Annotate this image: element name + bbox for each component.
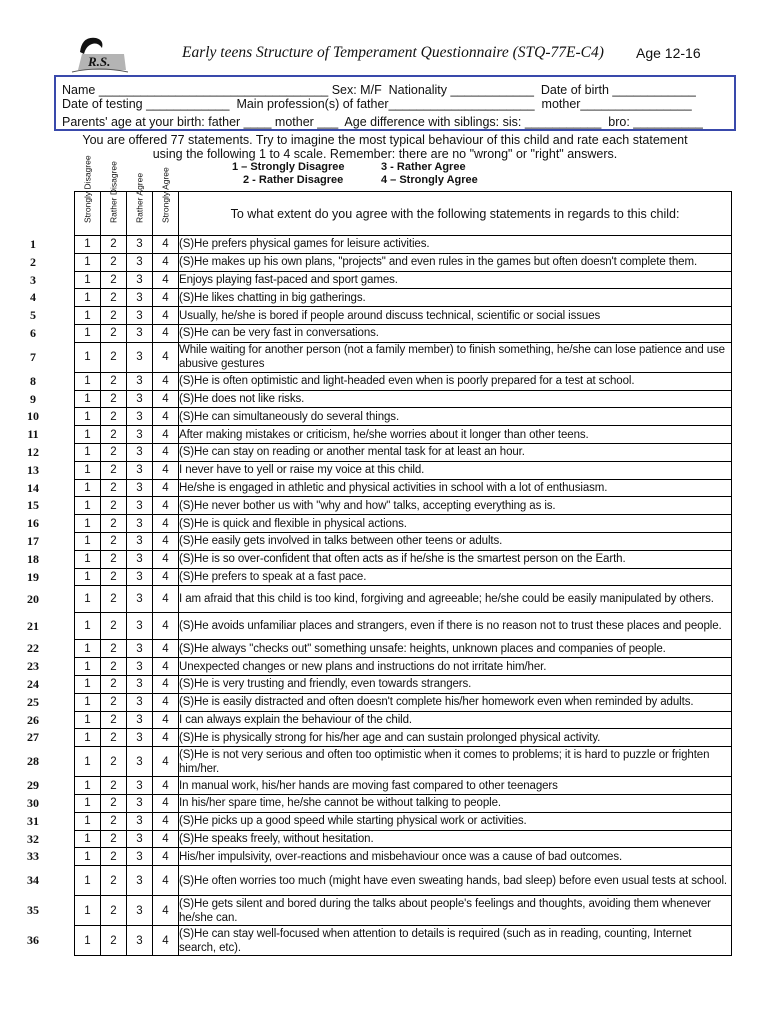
- table-row: [75, 812, 732, 830]
- rating-option-2[interactable]: 2: [101, 794, 127, 812]
- rating-option-1[interactable]: 1: [75, 461, 101, 479]
- row-number: 27: [27, 730, 39, 744]
- rating-option-3[interactable]: 3: [127, 896, 153, 926]
- statement-text: (S)He picks up a good speed while starting physical work or activities.: [179, 812, 732, 830]
- rating-option-4[interactable]: 4: [153, 253, 179, 271]
- table-row: [75, 426, 732, 444]
- statement-text: Unexpected changes or new plans and instructions do not irritate him/her.: [179, 658, 732, 676]
- table-row: [75, 658, 732, 676]
- rating-option-4[interactable]: 4: [153, 693, 179, 711]
- table-row: [75, 408, 732, 426]
- rating-option-2[interactable]: 2: [101, 830, 127, 848]
- rating-option-1[interactable]: 1: [75, 532, 101, 550]
- rating-option-4[interactable]: 4: [153, 896, 179, 926]
- table-row: [75, 926, 732, 956]
- rating-option-2[interactable]: 2: [101, 390, 127, 408]
- rating-option-1[interactable]: 1: [75, 271, 101, 289]
- row-number: 23: [27, 659, 39, 673]
- rating-option-3[interactable]: 3: [127, 271, 153, 289]
- statement-text: (S)He is often optimistic and light-headed even when is poorly prepared for a test at school.: [179, 372, 732, 390]
- rating-option-1[interactable]: 1: [75, 693, 101, 711]
- info-line-testing[interactable]: Date of testing ____________ Main profession(s) of father_____________________ mother________________: [62, 97, 692, 111]
- rating-option-1[interactable]: 1: [75, 342, 101, 372]
- statement-text: I never have to yell or raise my voice at this child.: [179, 461, 732, 479]
- row-number: 10: [27, 409, 39, 423]
- statement-text: (S)He always "checks out" something unsafe: heights, unknown places and companies of people.: [179, 640, 732, 658]
- row-number: 9: [30, 392, 36, 406]
- rating-option-1[interactable]: 1: [75, 550, 101, 568]
- rating-option-3[interactable]: 3: [127, 479, 153, 497]
- rating-option-3[interactable]: 3: [127, 515, 153, 533]
- rating-option-4[interactable]: 4: [153, 812, 179, 830]
- rating-option-3[interactable]: 3: [127, 342, 153, 372]
- instructions-line-1: You are offered 77 statements. Try to imagine the most typical behaviour of this child and rate each statement: [82, 133, 688, 147]
- row-number: 31: [27, 814, 39, 828]
- row-number: 12: [27, 445, 39, 459]
- statement-text: In his/her spare time, he/she cannot be without talking to people.: [179, 794, 732, 812]
- rating-option-4[interactable]: 4: [153, 550, 179, 568]
- table-row: [75, 675, 732, 693]
- table-row: [75, 515, 732, 533]
- rating-option-2[interactable]: 2: [101, 443, 127, 461]
- table-row: [75, 640, 732, 658]
- statement-text: (S)He is physically strong for his/her age and can sustain prolonged physical activity.: [179, 729, 732, 747]
- rating-option-1[interactable]: 1: [75, 426, 101, 444]
- rating-option-3[interactable]: 3: [127, 747, 153, 777]
- rating-option-1[interactable]: 1: [75, 497, 101, 515]
- rating-option-3[interactable]: 3: [127, 830, 153, 848]
- rating-option-3[interactable]: 3: [127, 253, 153, 271]
- statement-text: (S)He likes chatting in big gatherings.: [179, 289, 732, 307]
- rating-option-1[interactable]: 1: [75, 372, 101, 390]
- rating-option-1[interactable]: 1: [75, 675, 101, 693]
- rating-option-4[interactable]: 4: [153, 307, 179, 325]
- statement-text: (S)He makes up his own plans, "projects" and even rules in the games but often doesn't complete them.: [179, 253, 732, 271]
- statement-text: (S)He does not like risks.: [179, 390, 732, 408]
- rating-option-3[interactable]: 3: [127, 426, 153, 444]
- rating-option-2[interactable]: 2: [101, 271, 127, 289]
- rating-option-1[interactable]: 1: [75, 777, 101, 795]
- rating-option-3[interactable]: 3: [127, 307, 153, 325]
- row-number: 4: [30, 290, 36, 304]
- rating-option-1[interactable]: 1: [75, 479, 101, 497]
- row-number: 32: [27, 832, 39, 846]
- rating-option-1[interactable]: 1: [75, 324, 101, 342]
- rating-option-3[interactable]: 3: [127, 613, 153, 640]
- table-row: [75, 711, 732, 729]
- rating-option-4[interactable]: 4: [153, 777, 179, 795]
- row-number: 26: [27, 713, 39, 727]
- rating-option-3[interactable]: 3: [127, 848, 153, 866]
- rating-option-4[interactable]: 4: [153, 461, 179, 479]
- row-number: 17: [27, 534, 39, 548]
- row-number: 7: [30, 350, 36, 364]
- rating-option-4[interactable]: 4: [153, 729, 179, 747]
- rating-option-3[interactable]: 3: [127, 926, 153, 956]
- rating-option-3[interactable]: 3: [127, 461, 153, 479]
- rating-option-2[interactable]: 2: [101, 532, 127, 550]
- rating-option-4[interactable]: 4: [153, 390, 179, 408]
- statement-text: (S)He speaks freely, without hesitation.: [179, 830, 732, 848]
- rating-option-4[interactable]: 4: [153, 848, 179, 866]
- rating-option-2[interactable]: 2: [101, 372, 127, 390]
- rating-option-2[interactable]: 2: [101, 693, 127, 711]
- statement-text: (S)He is easily distracted and often doesn't complete his/her homework even when reminded by adults.: [179, 693, 732, 711]
- rating-option-3[interactable]: 3: [127, 794, 153, 812]
- rating-option-2[interactable]: 2: [101, 812, 127, 830]
- rating-option-2[interactable]: 2: [101, 408, 127, 426]
- rating-option-4[interactable]: 4: [153, 794, 179, 812]
- rating-option-2[interactable]: 2: [101, 307, 127, 325]
- col-header-strongly-disagree: Strongly Disagree: [75, 192, 101, 236]
- age-range: Age 12-16: [636, 45, 701, 61]
- rating-option-4[interactable]: 4: [153, 408, 179, 426]
- row-number: 36: [27, 933, 39, 947]
- rating-option-3[interactable]: 3: [127, 372, 153, 390]
- rating-option-1[interactable]: 1: [75, 253, 101, 271]
- rating-option-3[interactable]: 3: [127, 289, 153, 307]
- page-title: Early teens Structure of Temperament Questionnaire (STQ-77E-C4): [182, 44, 604, 61]
- rating-option-3[interactable]: 3: [127, 586, 153, 613]
- rating-option-4[interactable]: 4: [153, 426, 179, 444]
- rating-option-3[interactable]: 3: [127, 866, 153, 896]
- rating-option-3[interactable]: 3: [127, 236, 153, 254]
- row-number: 34: [27, 873, 39, 887]
- table-row: [75, 372, 732, 390]
- row-number: 14: [27, 481, 39, 495]
- table-row: [75, 729, 732, 747]
- table-row: [75, 479, 732, 497]
- rating-option-1[interactable]: 1: [75, 866, 101, 896]
- info-line-name[interactable]: Name _________________________________ Sex: M/F Nationality ____________ Date of birth ____________: [62, 83, 696, 97]
- rating-option-1[interactable]: 1: [75, 443, 101, 461]
- rating-option-2[interactable]: 2: [101, 658, 127, 676]
- rating-option-1[interactable]: 1: [75, 896, 101, 926]
- statement-text: (S)He is not very serious and often too optimistic when it comes to problems; it is hard to puzzle or frighten him/her.: [179, 747, 732, 777]
- table-row: [75, 253, 732, 271]
- rating-option-3[interactable]: 3: [127, 812, 153, 830]
- table-row: [75, 830, 732, 848]
- table-row: [75, 794, 732, 812]
- row-number: 20: [27, 591, 39, 606]
- rating-option-2[interactable]: 2: [101, 497, 127, 515]
- rating-option-3[interactable]: 3: [127, 568, 153, 586]
- rating-option-1[interactable]: 1: [75, 812, 101, 830]
- rating-option-2[interactable]: 2: [101, 926, 127, 956]
- statement-text: Usually, he/she is bored if people around discuss technical, scientific or social issues: [179, 307, 732, 325]
- statement-text: (S)He gets silent and bored during the talks about people's feelings and thoughts, avoiding them whenever he/she can.: [179, 896, 732, 926]
- row-number: 22: [27, 641, 39, 655]
- rating-option-1[interactable]: 1: [75, 515, 101, 533]
- rating-option-2[interactable]: 2: [101, 848, 127, 866]
- table-row: [75, 848, 732, 866]
- table-row: [75, 443, 732, 461]
- rating-option-1[interactable]: 1: [75, 729, 101, 747]
- rating-option-1[interactable]: 1: [75, 848, 101, 866]
- row-number: 19: [27, 570, 39, 584]
- statement-text: He/she is engaged in athletic and physical activities in school with a lot of enthusiasm.: [179, 479, 732, 497]
- row-number: 1: [30, 237, 36, 251]
- table-row: [75, 550, 732, 568]
- rating-option-2[interactable]: 2: [101, 236, 127, 254]
- scale-1: 1 – Strongly Disagree: [232, 161, 345, 173]
- rating-option-3[interactable]: 3: [127, 693, 153, 711]
- rating-option-4[interactable]: 4: [153, 515, 179, 533]
- row-number: 21: [27, 618, 39, 633]
- rating-option-4[interactable]: 4: [153, 497, 179, 515]
- table-row: [75, 461, 732, 479]
- statement-text: (S)He never bother us with "why and how" talks, accepting everything as is.: [179, 497, 732, 515]
- statement-text: (S)He prefers to speak at a fast pace.: [179, 568, 732, 586]
- row-number: 11: [27, 427, 39, 441]
- rating-option-1[interactable]: 1: [75, 307, 101, 325]
- rating-option-1[interactable]: 1: [75, 408, 101, 426]
- statement-text: Enjoys playing fast-paced and sport games.: [179, 271, 732, 289]
- rating-option-2[interactable]: 2: [101, 613, 127, 640]
- rating-option-1[interactable]: 1: [75, 568, 101, 586]
- rating-option-4[interactable]: 4: [153, 443, 179, 461]
- question-header: To what extent do you agree with the following statements in regards to this child:: [179, 192, 732, 236]
- table-row: [75, 896, 732, 926]
- row-number: 16: [27, 516, 39, 530]
- rating-option-4[interactable]: 4: [153, 586, 179, 613]
- table-row: [75, 324, 732, 342]
- rating-option-2[interactable]: 2: [101, 866, 127, 896]
- table-row: [75, 271, 732, 289]
- rating-option-4[interactable]: 4: [153, 613, 179, 640]
- rating-option-1[interactable]: 1: [75, 794, 101, 812]
- rating-option-2[interactable]: 2: [101, 675, 127, 693]
- rating-option-1[interactable]: 1: [75, 236, 101, 254]
- rating-option-1[interactable]: 1: [75, 390, 101, 408]
- rating-option-1[interactable]: 1: [75, 640, 101, 658]
- row-number: 24: [27, 677, 39, 691]
- statement-text: I can always explain the behaviour of the child.: [179, 711, 732, 729]
- rating-option-3[interactable]: 3: [127, 675, 153, 693]
- table-row: [75, 390, 732, 408]
- rating-option-2[interactable]: 2: [101, 747, 127, 777]
- rating-option-3[interactable]: 3: [127, 658, 153, 676]
- rating-option-3[interactable]: 3: [127, 640, 153, 658]
- rating-option-3[interactable]: 3: [127, 324, 153, 342]
- rating-option-2[interactable]: 2: [101, 461, 127, 479]
- rating-option-3[interactable]: 3: [127, 550, 153, 568]
- statement-text: (S)He often worries too much (might have even sweating hands, bad sleep) before even usual tests at school.: [179, 866, 732, 896]
- statement-text: While waiting for another person (not a family member) to finish something, he/she can lose patience and use abusive gestures: [179, 342, 732, 372]
- scale-3: 3 - Rather Agree: [381, 161, 466, 173]
- table-row: [75, 777, 732, 795]
- rating-option-4[interactable]: 4: [153, 675, 179, 693]
- row-number: 35: [27, 903, 39, 917]
- table-row: [75, 586, 732, 613]
- table-row: [75, 289, 732, 307]
- table-row: [75, 568, 732, 586]
- row-number: 25: [27, 695, 39, 709]
- rating-option-2[interactable]: 2: [101, 253, 127, 271]
- row-number: 33: [27, 849, 39, 863]
- rating-option-4[interactable]: 4: [153, 324, 179, 342]
- row-number: 2: [30, 255, 36, 269]
- rating-option-3[interactable]: 3: [127, 443, 153, 461]
- rating-option-2[interactable]: 2: [101, 777, 127, 795]
- col-header-rather-disagree: Rather Disagree: [101, 192, 127, 236]
- logo-icon: [68, 32, 130, 74]
- rating-option-2[interactable]: 2: [101, 586, 127, 613]
- table-row: [75, 307, 732, 325]
- rating-option-3[interactable]: 3: [127, 390, 153, 408]
- rating-option-1[interactable]: 1: [75, 289, 101, 307]
- table-row: [75, 532, 732, 550]
- rating-option-4[interactable]: 4: [153, 236, 179, 254]
- rating-option-4[interactable]: 4: [153, 342, 179, 372]
- rating-option-2[interactable]: 2: [101, 711, 127, 729]
- row-number: 18: [27, 552, 39, 566]
- table-row: [75, 866, 732, 896]
- col-header-rather-agree: Rather Agree: [127, 192, 153, 236]
- statement-text: (S)He is quick and flexible in physical actions.: [179, 515, 732, 533]
- statement-text: (S)He is very trusting and friendly, even towards strangers.: [179, 675, 732, 693]
- statement-text: After making mistakes or criticism, he/she worries about it longer than other teens.: [179, 426, 732, 444]
- rating-option-4[interactable]: 4: [153, 289, 179, 307]
- statement-text: (S)He can stay well-focused when attention to details is required (such as in reading, counting, Internet search, etc).: [179, 926, 732, 956]
- rating-option-4[interactable]: 4: [153, 658, 179, 676]
- rating-option-4[interactable]: 4: [153, 372, 179, 390]
- instructions-line-2: using the following 1 to 4 scale. Remember: there are no "wrong" or "right" answers.: [152, 147, 618, 161]
- row-number: 28: [27, 754, 39, 768]
- rating-option-3[interactable]: 3: [127, 497, 153, 515]
- rating-option-4[interactable]: 4: [153, 830, 179, 848]
- rating-option-1[interactable]: 1: [75, 586, 101, 613]
- rating-option-1[interactable]: 1: [75, 747, 101, 777]
- row-number: 8: [30, 374, 36, 388]
- rating-option-3[interactable]: 3: [127, 532, 153, 550]
- statement-text: I am afraid that this child is too kind, forgiving and agreeable; he/she could be easily manipulated by others.: [179, 586, 732, 613]
- scale-2: 2 - Rather Disagree: [243, 174, 344, 186]
- row-number: 13: [27, 463, 39, 477]
- rating-option-2[interactable]: 2: [101, 515, 127, 533]
- rating-option-3[interactable]: 3: [127, 711, 153, 729]
- rating-option-2[interactable]: 2: [101, 289, 127, 307]
- info-line-parents[interactable]: Parents' age at your birth: father ____ mother ___ Age difference with siblings: sis: ___________ bro: __________: [62, 115, 703, 129]
- table-row: [75, 613, 732, 640]
- rating-option-4[interactable]: 4: [153, 747, 179, 777]
- statement-text: (S)He can be very fast in conversations.: [179, 324, 732, 342]
- rating-option-2[interactable]: 2: [101, 479, 127, 497]
- statement-text: (S)He can stay on reading or another mental task for at least an hour.: [179, 443, 732, 461]
- rating-option-2[interactable]: 2: [101, 426, 127, 444]
- rating-option-2[interactable]: 2: [101, 324, 127, 342]
- table-row: [75, 497, 732, 515]
- rating-option-4[interactable]: 4: [153, 568, 179, 586]
- col-header-strongly-agree: Strongly Agree: [153, 192, 179, 236]
- rating-option-4[interactable]: 4: [153, 866, 179, 896]
- statement-text: (S)He can simultaneously do several things.: [179, 408, 732, 426]
- statement-text: (S)He is so over-confident that often acts as if he/she is the smartest person on the Earth.: [179, 550, 732, 568]
- rating-option-1[interactable]: 1: [75, 830, 101, 848]
- rating-option-4[interactable]: 4: [153, 532, 179, 550]
- rating-option-2[interactable]: 2: [101, 640, 127, 658]
- table-row: [75, 693, 732, 711]
- rating-option-1[interactable]: 1: [75, 613, 101, 640]
- table-row: [75, 747, 732, 777]
- row-number: 5: [30, 308, 36, 322]
- info-box: [54, 75, 736, 131]
- rating-option-1[interactable]: 1: [75, 926, 101, 956]
- rating-option-4[interactable]: 4: [153, 479, 179, 497]
- rating-option-4[interactable]: 4: [153, 271, 179, 289]
- logo-text: R.S.: [88, 54, 111, 69]
- statement-text: In manual work, his/her hands are moving fast compared to other teenagers: [179, 777, 732, 795]
- rating-option-2[interactable]: 2: [101, 896, 127, 926]
- rating-option-3[interactable]: 3: [127, 777, 153, 795]
- row-number: 29: [27, 778, 39, 792]
- rating-option-4[interactable]: 4: [153, 640, 179, 658]
- rating-option-4[interactable]: 4: [153, 926, 179, 956]
- rating-option-3[interactable]: 3: [127, 729, 153, 747]
- statement-text: (S)He easily gets involved in talks between other teens or adults.: [179, 532, 732, 550]
- rating-option-2[interactable]: 2: [101, 568, 127, 586]
- row-number: 30: [27, 796, 39, 810]
- rating-option-4[interactable]: 4: [153, 711, 179, 729]
- rating-option-2[interactable]: 2: [101, 550, 127, 568]
- rating-option-3[interactable]: 3: [127, 408, 153, 426]
- rating-option-2[interactable]: 2: [101, 342, 127, 372]
- rating-option-1[interactable]: 1: [75, 711, 101, 729]
- table-row: [75, 236, 732, 254]
- statement-text: His/her impulsivity, over-reactions and misbehaviour once was a cause of bad outcomes.: [179, 848, 732, 866]
- rating-option-2[interactable]: 2: [101, 729, 127, 747]
- statement-text: (S)He avoids unfamiliar places and strangers, even if there is no reason not to trust these places and people.: [179, 613, 732, 640]
- row-number: 3: [30, 273, 36, 287]
- row-number: 15: [27, 498, 39, 512]
- statement-text: (S)He prefers physical games for leisure activities.: [179, 236, 732, 254]
- rating-option-1[interactable]: 1: [75, 658, 101, 676]
- scale-4: 4 – Strongly Agree: [381, 174, 478, 186]
- row-number: 6: [30, 326, 36, 340]
- table-row: [75, 342, 732, 372]
